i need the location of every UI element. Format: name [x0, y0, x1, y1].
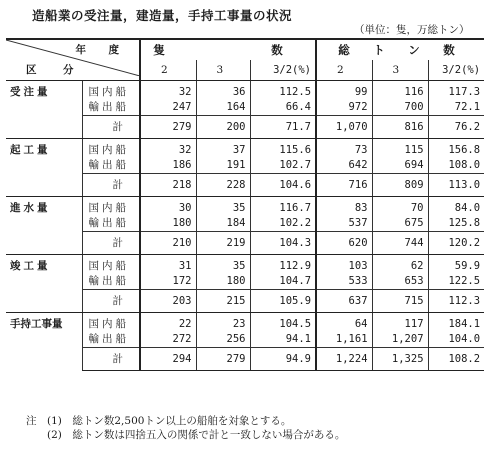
cell: 62 — [372, 255, 428, 275]
cell: 180 — [140, 216, 196, 232]
cell: 1,070 — [316, 116, 372, 139]
cell: 84.0 — [428, 197, 484, 217]
cell: 218 — [140, 174, 196, 197]
cell: 30 — [140, 197, 196, 217]
cell: 115 — [372, 139, 428, 159]
cell: 104.3 — [250, 232, 316, 255]
cell: 115.6 — [250, 139, 316, 159]
table-row — [6, 139, 484, 159]
cell: 184.1 — [428, 313, 484, 333]
cell: 537 — [316, 216, 372, 232]
cell: 32 — [140, 139, 196, 159]
cell: 125.8 — [428, 216, 484, 232]
cell: 675 — [372, 216, 428, 232]
cell: 200 — [196, 116, 250, 139]
subcol-tons-ratio: 3/2(%) — [428, 60, 484, 81]
cell: 180 — [196, 274, 250, 290]
row-category-shinsui: 進水量 — [6, 197, 82, 255]
cell: 112.3 — [428, 290, 484, 313]
cell: 164 — [196, 100, 250, 116]
cell: 1,224 — [316, 348, 372, 371]
cell: 972 — [316, 100, 372, 116]
row-category-temochi: 手持工事量 — [6, 313, 82, 371]
cell: 256 — [196, 332, 250, 348]
cell: 104.0 — [428, 332, 484, 348]
row-label: 国内船 — [82, 139, 140, 159]
cell: 59.9 — [428, 255, 484, 275]
cell: 99 — [316, 81, 372, 101]
row-category-shunko: 竣工量 — [6, 255, 82, 313]
cell: 186 — [140, 158, 196, 174]
cell: 653 — [372, 274, 428, 290]
cell: 694 — [372, 158, 428, 174]
footnote-2: (2) 総トン数は四捨五入の関係で計と一致しない場合がある。 — [26, 429, 346, 441]
header-row-2 — [6, 60, 484, 81]
cell: 112.5 — [250, 81, 316, 101]
year-header: 年 度 — [6, 39, 140, 60]
category-header: 区 分 — [6, 60, 140, 81]
cell: 71.7 — [250, 116, 316, 139]
subcol-ships-ratio: 3/2(%) — [250, 60, 316, 81]
cell: 122.5 — [428, 274, 484, 290]
cell: 247 — [140, 100, 196, 116]
tonnage-group-header: 総 ト ン 数 — [316, 39, 484, 60]
cell: 73 — [316, 139, 372, 159]
cell: 103 — [316, 255, 372, 275]
cell: 156.8 — [428, 139, 484, 159]
row-label: 国内船 — [82, 313, 140, 333]
row-label: 輸出船 — [82, 274, 140, 290]
cell: 620 — [316, 232, 372, 255]
cell: 294 — [140, 348, 196, 371]
cell: 203 — [140, 290, 196, 313]
cell: 228 — [196, 174, 250, 197]
cell: 32 — [140, 81, 196, 101]
cell: 809 — [372, 174, 428, 197]
table-row — [6, 81, 484, 101]
ships-group-header: 隻 数 — [140, 39, 316, 60]
cell: 716 — [316, 174, 372, 197]
footnotes — [26, 414, 345, 442]
cell: 1,161 — [316, 332, 372, 348]
table-row — [6, 313, 484, 333]
cell: 117.3 — [428, 81, 484, 101]
cell: 23 — [196, 313, 250, 333]
row-label: 計 — [82, 348, 140, 371]
cell: 210 — [140, 232, 196, 255]
row-category-kiko: 起工量 — [6, 139, 82, 197]
cell: 279 — [140, 116, 196, 139]
cell: 94.9 — [250, 348, 316, 371]
row-label: 輸出船 — [82, 100, 140, 116]
footnote-1: 注 (1) 総トン数2,500トン以上の船舶を対象とする。 — [26, 415, 292, 427]
cell: 219 — [196, 232, 250, 255]
cell: 104.6 — [250, 174, 316, 197]
cell: 744 — [372, 232, 428, 255]
cell: 35 — [196, 255, 250, 275]
cell: 116.7 — [250, 197, 316, 217]
cell: 533 — [316, 274, 372, 290]
cell: 112.9 — [250, 255, 316, 275]
subcol-ships-3: 3 — [196, 60, 250, 81]
cell: 70 — [372, 197, 428, 217]
row-label: 国内船 — [82, 197, 140, 217]
shipbuilding-table — [6, 38, 484, 371]
cell: 191 — [196, 158, 250, 174]
cell: 816 — [372, 116, 428, 139]
cell: 642 — [316, 158, 372, 174]
row-label: 輸出船 — [82, 216, 140, 232]
cell: 66.4 — [250, 100, 316, 116]
cell: 35 — [196, 197, 250, 217]
row-label: 国内船 — [82, 255, 140, 275]
cell: 108.0 — [428, 158, 484, 174]
cell: 113.0 — [428, 174, 484, 197]
cell: 116 — [372, 81, 428, 101]
cell: 22 — [140, 313, 196, 333]
row-label: 輸出船 — [82, 332, 140, 348]
cell: 76.2 — [428, 116, 484, 139]
subcol-tons-3: 3 — [372, 60, 428, 81]
row-label: 計 — [82, 290, 140, 313]
cell: 102.7 — [250, 158, 316, 174]
cell: 279 — [196, 348, 250, 371]
table-row — [6, 255, 484, 275]
cell: 104.5 — [250, 313, 316, 333]
cell: 215 — [196, 290, 250, 313]
cell: 105.9 — [250, 290, 316, 313]
document-title: 造船業の受注量，建造量，手持工事量の状況 — [32, 8, 293, 23]
cell: 120.2 — [428, 232, 484, 255]
subcol-tons-2: 2 — [316, 60, 372, 81]
cell: 700 — [372, 100, 428, 116]
cell: 272 — [140, 332, 196, 348]
subcol-ships-2: 2 — [140, 60, 196, 81]
cell: 102.2 — [250, 216, 316, 232]
cell: 64 — [316, 313, 372, 333]
cell: 37 — [196, 139, 250, 159]
row-label: 国内船 — [82, 81, 140, 101]
row-label: 計 — [82, 116, 140, 139]
cell: 184 — [196, 216, 250, 232]
unit-note: （単位：隻，万総トン） — [354, 24, 470, 36]
cell: 715 — [372, 290, 428, 313]
cell: 104.7 — [250, 274, 316, 290]
cell: 117 — [372, 313, 428, 333]
row-label: 計 — [82, 174, 140, 197]
row-category-juchu: 受注量 — [10, 86, 51, 98]
row-label: 計 — [82, 232, 140, 255]
cell: 637 — [316, 290, 372, 313]
cell: 36 — [196, 81, 250, 101]
cell: 31 — [140, 255, 196, 275]
cell: 94.1 — [250, 332, 316, 348]
cell: 108.2 — [428, 348, 484, 371]
header-row-1 — [6, 39, 484, 60]
table-row — [6, 197, 484, 217]
cell: 172 — [140, 274, 196, 290]
cell: 1,325 — [372, 348, 428, 371]
cell: 83 — [316, 197, 372, 217]
row-label: 輸出船 — [82, 158, 140, 174]
cell: 72.1 — [428, 100, 484, 116]
cell: 1,207 — [372, 332, 428, 348]
